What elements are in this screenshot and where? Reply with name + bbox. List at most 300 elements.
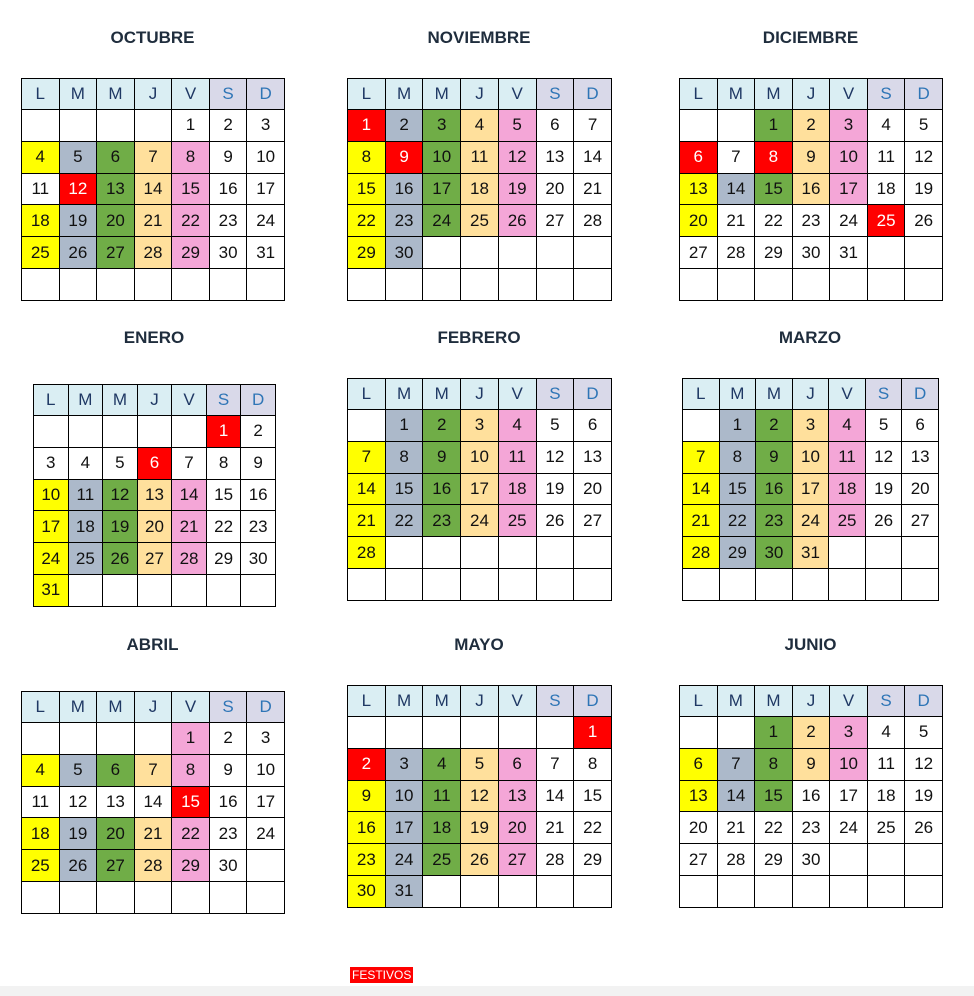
week-row (680, 173, 943, 205)
day-cell (756, 505, 793, 537)
day-number: 25 (876, 210, 896, 230)
day-number: 17 (432, 178, 452, 198)
weekday-header: M (59, 692, 97, 723)
day-cell (756, 410, 793, 442)
day-number: 4 (474, 115, 485, 135)
day-number: 23 (394, 210, 414, 230)
day-cell (385, 875, 423, 907)
day-cell (536, 505, 574, 537)
day-number: 18 (470, 178, 489, 198)
day-number: 18 (876, 785, 896, 805)
day-cell (574, 441, 612, 473)
empty-cell (498, 537, 536, 569)
day-cell (34, 574, 69, 606)
day-number: 17 (801, 478, 820, 498)
weekday-header: M (717, 686, 755, 717)
day-cell (830, 748, 868, 780)
day-cell (498, 110, 536, 142)
day-number: 15 (214, 484, 234, 504)
day-number: 3 (437, 115, 447, 135)
month-title: ABRIL (126, 635, 179, 654)
day-number: 29 (763, 849, 783, 869)
day-number: 25 (876, 817, 896, 837)
week-row (348, 568, 612, 600)
day-number: 24 (470, 510, 489, 530)
day-number: 17 (256, 178, 276, 198)
empty-cell (348, 717, 386, 749)
day-number: 2 (806, 722, 816, 742)
day-cell (680, 173, 718, 205)
day-cell (423, 110, 461, 142)
day-number: 28 (691, 542, 711, 562)
day-number: 22 (394, 510, 414, 530)
day-cell (830, 141, 868, 173)
week-row (683, 537, 939, 569)
day-number: 18 (30, 823, 50, 843)
day-cell (717, 812, 755, 844)
day-cell (348, 812, 386, 844)
day-cell (829, 441, 866, 473)
week-row (348, 844, 612, 876)
day-number: 24 (839, 817, 858, 837)
day-number: 6 (110, 147, 121, 167)
day-cell (22, 173, 60, 205)
day-cell (172, 141, 210, 173)
day-number: 20 (583, 478, 603, 498)
week-row (22, 818, 285, 850)
day-cell (867, 717, 905, 749)
day-cell (498, 205, 536, 237)
week-row (348, 875, 612, 907)
weekday-header: M (423, 686, 461, 717)
day-number: 28 (726, 242, 746, 262)
day-cell (683, 441, 720, 473)
week-row (680, 812, 943, 844)
day-cell (423, 410, 461, 442)
day-number: 26 (545, 510, 565, 530)
empty-cell (905, 268, 943, 300)
day-number: 30 (801, 849, 821, 869)
empty-cell (680, 717, 718, 749)
day-number: 10 (41, 484, 61, 504)
week-row (34, 416, 276, 448)
day-number: 26 (507, 210, 527, 230)
day-number: 27 (688, 849, 708, 869)
weekday-header: J (134, 692, 172, 723)
day-cell (385, 110, 423, 142)
weekday-header: S (209, 79, 247, 110)
day-cell (97, 850, 135, 882)
week-row (683, 568, 939, 600)
day-cell (792, 173, 830, 205)
weekday-header: L (22, 79, 60, 110)
day-cell (756, 441, 793, 473)
week-row (680, 717, 943, 749)
day-cell (829, 505, 866, 537)
day-cell (717, 748, 755, 780)
day-number: 26 (470, 849, 489, 869)
day-number: 28 (726, 849, 746, 869)
day-cell (209, 723, 247, 755)
day-cell (97, 205, 135, 237)
day-cell (755, 780, 793, 812)
day-cell (755, 812, 793, 844)
day-cell (755, 173, 793, 205)
week-row (34, 479, 276, 511)
day-cell (829, 473, 866, 505)
day-number: 10 (839, 754, 858, 774)
month-title: NOVIEMBRE (427, 28, 531, 47)
day-cell (829, 410, 866, 442)
day-cell (68, 447, 103, 479)
empty-cell (59, 723, 97, 755)
day-cell (792, 441, 829, 473)
day-number: 24 (394, 849, 414, 869)
day-cell (172, 205, 210, 237)
week-row (22, 110, 285, 142)
day-number: 20 (105, 823, 125, 843)
day-number: 13 (507, 785, 527, 805)
day-cell (247, 237, 285, 269)
day-cell (905, 748, 943, 780)
day-cell (792, 780, 830, 812)
day-cell (680, 141, 718, 173)
day-number: 8 (399, 447, 409, 467)
weekday-header: D (241, 385, 276, 416)
empty-cell (680, 268, 718, 300)
empty-cell (241, 574, 276, 606)
day-number: 13 (105, 791, 125, 811)
day-cell (385, 205, 423, 237)
day-cell (830, 173, 868, 205)
empty-cell (423, 568, 461, 600)
weekday-header: M (755, 79, 793, 110)
day-number: 27 (545, 210, 565, 230)
day-number: 1 (218, 421, 229, 441)
day-number: 8 (185, 760, 196, 780)
day-cell (134, 754, 172, 786)
day-number: 3 (474, 415, 485, 435)
day-number: 22 (727, 510, 747, 530)
day-cell (536, 748, 574, 780)
day-number: 23 (764, 510, 784, 530)
day-cell (22, 205, 60, 237)
day-cell (867, 141, 905, 173)
day-number: 4 (437, 754, 447, 774)
day-number: 10 (801, 447, 820, 467)
day-cell (348, 748, 386, 780)
empty-cell (574, 875, 612, 907)
empty-cell (865, 537, 902, 569)
day-cell (137, 447, 172, 479)
empty-cell (97, 723, 135, 755)
day-cell (498, 473, 536, 505)
day-number: 25 (432, 849, 452, 869)
day-number: 2 (769, 415, 779, 435)
empty-cell (755, 268, 793, 300)
day-cell (498, 410, 536, 442)
day-number: 2 (806, 115, 816, 135)
day-number: 3 (843, 722, 854, 742)
day-number: 18 (30, 210, 50, 230)
day-cell (172, 447, 207, 479)
day-number: 7 (148, 760, 158, 780)
day-cell (461, 205, 499, 237)
month-grid (21, 78, 285, 301)
day-number: 21 (143, 823, 163, 843)
day-number: 28 (143, 855, 163, 875)
day-number: 10 (432, 147, 452, 167)
day-number: 15 (763, 785, 783, 805)
day-cell (755, 844, 793, 876)
empty-cell (172, 881, 210, 913)
day-number: 18 (876, 178, 896, 198)
day-cell (348, 505, 386, 537)
empty-cell (829, 568, 866, 600)
month-grid (347, 378, 612, 601)
weekday-header: D (574, 379, 612, 410)
empty-cell (172, 268, 210, 300)
day-number: 29 (763, 242, 783, 262)
empty-cell (574, 237, 612, 269)
day-cell (717, 844, 755, 876)
day-cell (902, 505, 939, 537)
day-cell (830, 780, 868, 812)
empty-cell (680, 875, 718, 907)
month-grid (21, 691, 285, 914)
day-number: 13 (545, 147, 565, 167)
day-number: 5 (73, 147, 83, 167)
weekday-header: L (680, 79, 718, 110)
weekday-header: J (137, 385, 172, 416)
day-number: 20 (145, 516, 164, 536)
empty-cell (905, 844, 943, 876)
month-grid (679, 78, 943, 301)
day-number: 9 (437, 447, 447, 467)
day-number: 18 (75, 516, 95, 536)
day-cell (792, 812, 830, 844)
day-number: 9 (361, 785, 372, 805)
day-number: 3 (260, 728, 271, 748)
weekday-header: M (719, 379, 756, 410)
day-number: 3 (46, 453, 56, 473)
day-cell (792, 717, 830, 749)
day-cell (247, 754, 285, 786)
day-number: 31 (394, 881, 414, 901)
day-cell (103, 479, 138, 511)
month-grid (33, 384, 276, 607)
day-cell (385, 473, 423, 505)
day-number: 5 (115, 453, 125, 473)
week-row (348, 237, 612, 269)
day-cell (536, 205, 574, 237)
day-number: 15 (727, 478, 747, 498)
day-cell (172, 237, 210, 269)
day-number: 1 (185, 728, 196, 748)
day-number: 20 (545, 178, 565, 198)
weekday-header: D (247, 79, 285, 110)
weekday-header: D (902, 379, 939, 410)
day-cell (830, 110, 868, 142)
day-cell (241, 543, 276, 575)
empty-cell (22, 110, 60, 142)
day-cell (134, 205, 172, 237)
day-cell (574, 173, 612, 205)
day-cell (423, 844, 461, 876)
day-number: 17 (839, 178, 858, 198)
day-number: 23 (356, 849, 376, 869)
day-cell (498, 505, 536, 537)
week-row (683, 441, 939, 473)
day-number: 23 (248, 516, 268, 536)
day-cell (865, 505, 902, 537)
empty-cell (536, 237, 574, 269)
day-cell (792, 537, 829, 569)
empty-cell (683, 410, 720, 442)
day-cell (574, 505, 612, 537)
day-cell (536, 410, 574, 442)
day-cell (97, 237, 135, 269)
day-number: 2 (437, 415, 447, 435)
day-number: 4 (512, 415, 522, 435)
day-number: 12 (914, 147, 934, 167)
day-number: 5 (73, 760, 83, 780)
day-number: 11 (508, 447, 526, 467)
day-number: 11 (432, 785, 451, 805)
day-number: 30 (801, 242, 821, 262)
weekday-header-row (34, 385, 276, 416)
day-number: 23 (801, 817, 821, 837)
day-number: 14 (726, 178, 746, 198)
day-number: 11 (470, 147, 489, 167)
empty-cell (867, 237, 905, 269)
day-number: 20 (507, 817, 527, 837)
day-number: 19 (874, 478, 894, 498)
day-number: 2 (253, 421, 263, 441)
week-row (348, 748, 612, 780)
day-number: 19 (470, 817, 489, 837)
day-cell (719, 410, 756, 442)
day-cell (498, 748, 536, 780)
day-number: 1 (768, 722, 779, 742)
empty-cell (348, 410, 386, 442)
day-cell (209, 237, 247, 269)
day-number: 31 (41, 580, 61, 600)
day-cell (22, 786, 60, 818)
day-number: 16 (801, 785, 821, 805)
day-cell (755, 717, 793, 749)
empty-cell (830, 268, 868, 300)
day-cell (34, 543, 69, 575)
day-cell (59, 237, 97, 269)
day-cell (209, 786, 247, 818)
empty-cell (683, 568, 720, 600)
day-number: 30 (394, 242, 414, 262)
day-cell (172, 110, 210, 142)
day-cell (865, 410, 902, 442)
day-cell (103, 511, 138, 543)
day-cell (22, 818, 60, 850)
empty-cell (134, 723, 172, 755)
week-row (680, 141, 943, 173)
empty-cell (461, 237, 499, 269)
day-number: 5 (878, 415, 889, 435)
day-cell (348, 844, 386, 876)
day-number: 14 (143, 178, 163, 198)
day-cell (59, 173, 97, 205)
week-row (348, 505, 612, 537)
weekday-header: V (172, 385, 207, 416)
empty-cell (717, 875, 755, 907)
day-number: 28 (545, 849, 565, 869)
day-cell (134, 818, 172, 850)
day-number: 16 (394, 178, 414, 198)
day-number: 29 (356, 242, 376, 262)
weekday-header: M (385, 686, 423, 717)
day-number: 26 (110, 548, 130, 568)
empty-cell (536, 568, 574, 600)
day-cell (206, 511, 241, 543)
day-cell (34, 511, 69, 543)
day-number: 27 (105, 855, 125, 875)
day-number: 27 (145, 548, 164, 568)
day-cell (134, 173, 172, 205)
day-number: 6 (110, 760, 121, 780)
day-cell (134, 141, 172, 173)
week-row (348, 205, 612, 237)
day-number: 9 (806, 147, 816, 167)
day-cell (59, 850, 97, 882)
day-number: 12 (507, 147, 527, 167)
week-row (348, 173, 612, 205)
weekday-header: D (247, 692, 285, 723)
day-number: 26 (68, 855, 88, 875)
day-number: 19 (68, 210, 88, 230)
weekday-header: J (792, 379, 829, 410)
week-row (680, 268, 943, 300)
day-cell (59, 141, 97, 173)
empty-cell (134, 110, 172, 142)
day-cell (574, 410, 612, 442)
day-number: 21 (691, 510, 711, 530)
day-cell (423, 441, 461, 473)
day-number: 7 (731, 754, 741, 774)
weekday-header: L (348, 379, 386, 410)
weekday-header: D (905, 686, 943, 717)
day-cell (206, 543, 241, 575)
day-cell (574, 748, 612, 780)
day-number: 28 (179, 548, 199, 568)
day-cell (348, 780, 386, 812)
day-number: 23 (218, 210, 238, 230)
empty-cell (867, 844, 905, 876)
day-number: 13 (688, 785, 708, 805)
day-cell (756, 537, 793, 569)
day-cell (423, 505, 461, 537)
empty-cell (867, 268, 905, 300)
empty-cell (902, 568, 939, 600)
empty-cell (134, 881, 172, 913)
day-number: 17 (41, 516, 61, 536)
empty-cell (22, 268, 60, 300)
day-cell (498, 844, 536, 876)
day-cell (247, 110, 285, 142)
day-cell (137, 479, 172, 511)
day-number: 23 (801, 210, 821, 230)
empty-cell (461, 717, 499, 749)
day-number: 9 (399, 147, 409, 167)
weekday-header: V (830, 79, 868, 110)
